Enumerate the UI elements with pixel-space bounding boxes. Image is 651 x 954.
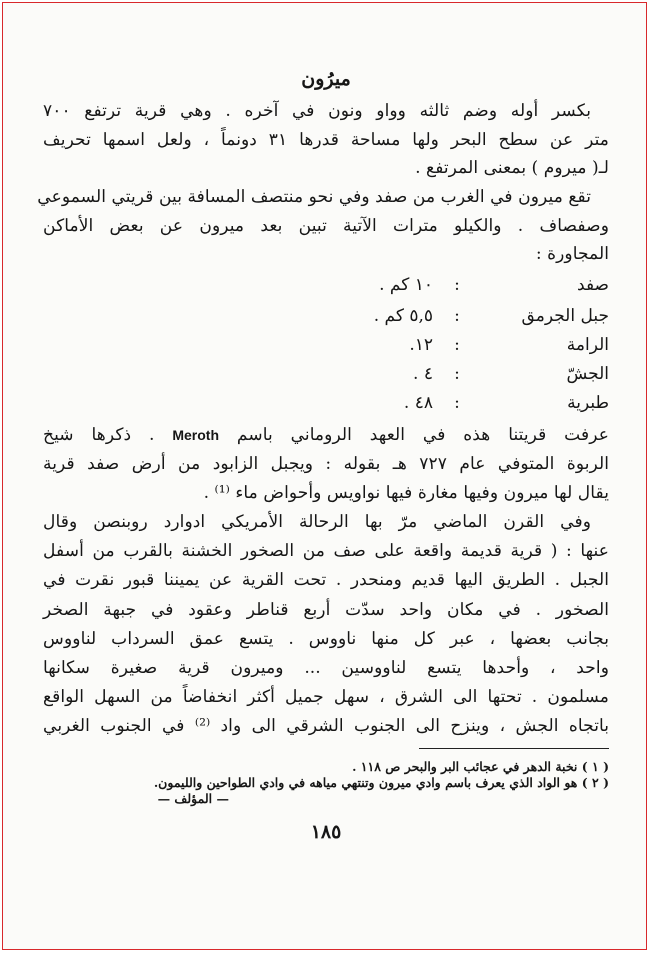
paragraph-4-line-6: واحد ، وأحدها يتسع لناووسين ... وميرون قرية صغيرة سكانها <box>43 658 609 678</box>
distance-value: ٤ . <box>413 364 433 384</box>
latin-name: Meroth <box>172 427 220 443</box>
distance-separator: : <box>454 335 460 355</box>
paragraph-4-line-5: بجانب بعضها ، عبر كل منها ناووس . يتسع عمق السرداب لناووس <box>43 629 609 649</box>
distance-value: ٤٨ . <box>403 393 433 413</box>
paragraph-3-text: عرفت قريتنا هذه في العهد الروماني باسم <box>236 425 610 445</box>
paragraph-4-line-7: مسلمون . تحتها الى الشرق ، سهل جميل أكثر انخفاضاً من السهل الواقع <box>43 687 609 707</box>
paragraph-3-line-2: الربوة المتوفي عام ٧٢٧ هـ بقوله : ويجبل الزابود من أرض صفد قرية <box>43 454 609 474</box>
distance-place: الجشّ <box>566 364 609 384</box>
paragraph-4-line-4: الصخور . في مكان واحد سدّت أربع قناطر وعقود في جبهة الصخر <box>43 600 609 620</box>
paragraph-2-line-1: تقع ميرون في الغرب من صفد وفي نحو منتصف المسافة بين قريتي السموعي <box>37 187 591 207</box>
paragraph-4-line-8: باتجاه الجش ، وينزح الى الجنوب الشرقي الى واد ⁽²⁾ في الجنوب الغربي <box>43 716 609 736</box>
paragraph-3-line-3: يقال لها ميرون وفيها مغارة فيها نواويس وأحواض ماء ⁽¹⁾ . <box>203 483 609 503</box>
distance-value: ١٢. <box>409 335 433 355</box>
distance-place: جبل الجرمق <box>521 306 609 326</box>
footnote-2: ( ٢ ) هو الواد الذي يعرف باسم وادي ميرون وتنتهي مياهه في وادي الطواحين والليمون. <box>153 775 609 790</box>
footnote-signature: — المؤلف — <box>157 791 229 806</box>
paragraph-4-line-3: الجبل . الطريق اليها قديم ومنحدر . تحت القرية عن يميننا قبور نقرت في <box>43 570 609 590</box>
paragraph-1-line-2: متر عن سطح البحر ولها مساحة قدرها ٣١ دونماً ، ولعل اسمها تحريف <box>43 130 609 150</box>
paragraph-1-line-3: لـ( ميروم ) بمعنى المرتفع . <box>415 158 609 178</box>
distance-separator: : <box>454 306 460 326</box>
paragraph-1-line-1: بكسر أوله وضم ثالثه وواو ونون في آخره . وهي قرية ترتفع ٧٠٠ <box>43 101 591 121</box>
paragraph-2-line-3: المجاورة : <box>535 244 609 264</box>
distance-separator: : <box>454 393 460 413</box>
page-title: ميرُون <box>301 68 351 90</box>
distance-value: ٥,٥ كم . <box>373 306 433 326</box>
distance-place: الرامة <box>566 335 609 355</box>
paragraph-4-line-1: وفي القرن الماضي مرّ بها الرحالة الأمريكي ادوارد روبنصن وقال <box>43 512 591 532</box>
paragraph-2-line-2: وصفصاف . والكيلو مترات الآتية تبين بعد ميرون عن بعض الأماكن <box>43 216 609 236</box>
footnote-separator <box>419 748 609 749</box>
distance-place: طبرية <box>567 393 609 413</box>
paragraph-3-line-1 <box>43 424 609 446</box>
page-number: ١٨٥ <box>310 821 342 843</box>
distance-separator: : <box>454 364 460 384</box>
distance-place: صفد <box>577 275 609 295</box>
footnote-1: ( ١ ) نخبة الدهر في عجائب البر والبحر ص ١١٨ . <box>352 759 609 774</box>
distance-value: ١٠ كم . <box>379 275 433 295</box>
paragraph-4-line-2: عنها : ( قرية قديمة واقعة على صف من الصخور الخشنة بالقرب من أسفل <box>43 541 609 561</box>
paragraph-3-text: . ذكرها شيخ <box>43 425 155 445</box>
distance-separator: : <box>454 275 460 295</box>
page-frame <box>2 2 647 950</box>
